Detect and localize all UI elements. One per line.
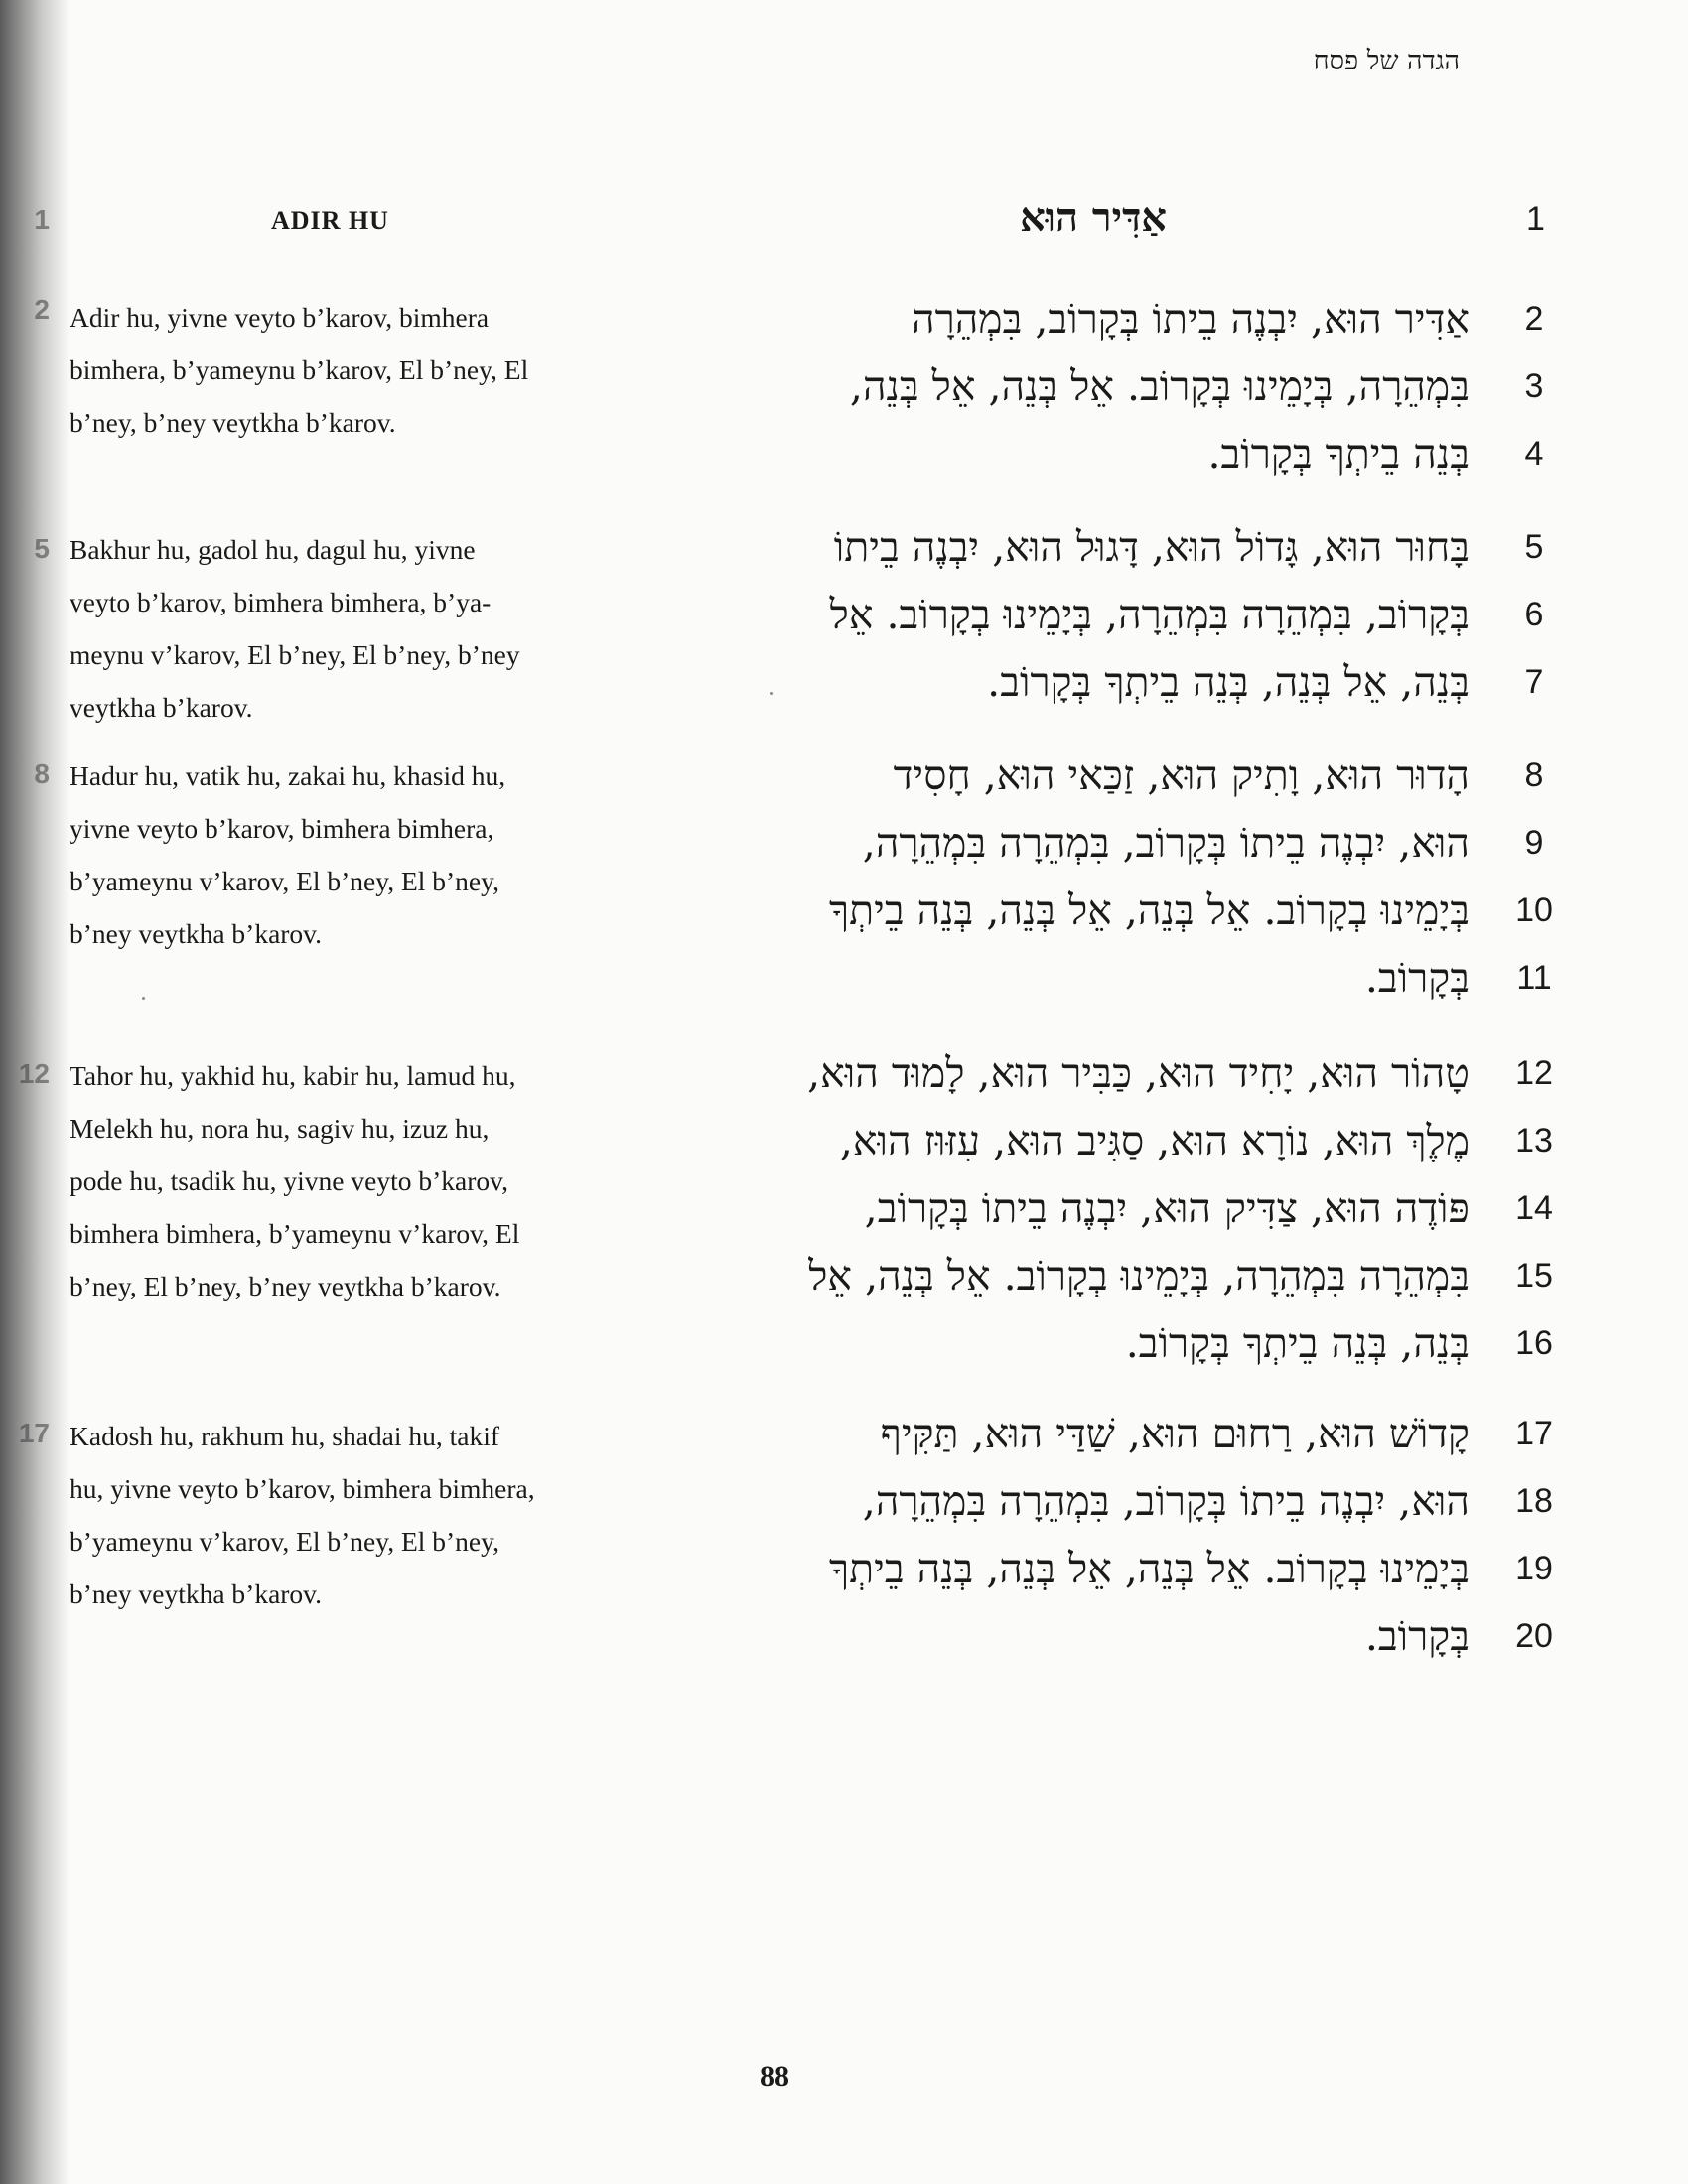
translit-line: Bakhur hu, gadol hu, dagul hu, yivne [70, 534, 476, 565]
line-number: 3 [1524, 367, 1544, 405]
transliteration-stanza [70, 750, 635, 960]
translit-line: Adir hu, yivne veyto b’karov, bimhera [70, 302, 490, 333]
translit-line: Kadosh hu, rakhum hu, shadai hu, takif [70, 1421, 500, 1451]
line-number-column [1499, 742, 1569, 1012]
margin-mark: 5 [34, 533, 50, 564]
hebrew-stanza [675, 1039, 1470, 1377]
hebrew-line: בָּחוּר הוּא, גָּדוֹל הוּא, דָּגוּל הוּא, יִבְנֶה בֵיתוֹ [833, 523, 1470, 571]
translit-line: b’ney, El b’ney, b’ney veytkha b’karov. [70, 1271, 501, 1301]
line-number: 4 [1524, 435, 1544, 473]
hebrew-line: הוּא, יִבְנֶה בֵיתוֹ בְּקָרוֹב, בִּמְהֵרָה בִּמְהֵרָה, [862, 819, 1470, 867]
margin-mark: 2 [34, 294, 50, 325]
hebrew-line: בִּמְהֵרָה, בְּיָמֵינוּ בְּקָרוֹב. אֵל בְּנֵה, אֵל בְּנֵה, [849, 362, 1470, 410]
line-number: 2 [1524, 300, 1544, 338]
line-number: 16 [1515, 1324, 1553, 1362]
line-number: 18 [1515, 1482, 1553, 1520]
line-number: 10 [1515, 891, 1553, 929]
english-title: ADIR HU [271, 206, 389, 235]
translit-line: yivne veyto b’karov, bimhera bimhera, [70, 813, 494, 844]
hebrew-line: בְּיָמֵינוּ בְקָרוֹב. אֵל בְּנֵה, אֵל בְּנֵה, בְּנֵה בֵיתְךָ [828, 1545, 1470, 1592]
transliteration-stanza [70, 1049, 635, 1312]
line-number-column [1499, 285, 1569, 487]
translit-line: hu, yivne veyto b’karov, bimhera bimhera, [70, 1473, 535, 1504]
hebrew-stanza [675, 513, 1470, 716]
hebrew-line: הָדוּר הוּא, וָתִיק הוּא, זַכַּאי הוּא, חָסִיד [893, 751, 1470, 799]
transliteration-stanza [70, 523, 635, 734]
hebrew-title: אַדִּיר הוּא [1020, 195, 1167, 241]
margin-mark: 17 [18, 1418, 50, 1448]
line-number: 14 [1515, 1189, 1553, 1227]
hebrew-stanza [675, 285, 1470, 487]
hebrew-line: בְּנֵה, אֵל בְּנֵה, בְּנֵה בֵיתְךָ בְּקָרוֹב. [987, 658, 1470, 706]
translit-line: veytkha b’karov. [70, 692, 253, 723]
line-number: 13 [1515, 1122, 1553, 1160]
line-number-column [1499, 1400, 1569, 1670]
line-number: 9 [1524, 824, 1544, 862]
hebrew-line: בְּקָרוֹב. [1364, 954, 1470, 1002]
translit-line: meynu v’karov, El b’ney, El b’ney, b’ney [70, 639, 520, 670]
line-number: 6 [1524, 596, 1544, 633]
translit-line: Hadur hu, vatik hu, zakai hu, khasid hu, [70, 760, 506, 791]
translit-line: bimhera bimhera, b’yameynu v’karov, El [70, 1218, 520, 1249]
hebrew-line: מֶלֶךְ הוּא, נוֹרָא הוּא, סַגִּיב הוּא, עִזּוּז הוּא, [839, 1117, 1470, 1164]
book-spine-shadow [0, 0, 70, 2184]
hebrew-line: בְּקָרוֹב. [1364, 1612, 1470, 1660]
hebrew-line: אַדִּיר הוּא, יִבְנֶה בֵיתוֹ בְּקָרוֹב, בִּמְהֵרָה [911, 295, 1470, 342]
hebrew-stanza [675, 742, 1470, 1012]
hebrew-line: בְּנֵה בֵיתְךָ בְּקָרוֹב. [1207, 430, 1470, 478]
line-number: 7 [1524, 663, 1544, 701]
translit-line: b’ney veytkha b’karov. [70, 918, 323, 949]
line-number: 1 [1526, 201, 1545, 238]
line-number-column [1499, 1039, 1569, 1377]
line-number: 15 [1515, 1257, 1553, 1295]
hebrew-line: קָדוֹשׁ הוּא, רַחוּם הוּא, שַׁדַּי הוּא, תַּקִּיף [880, 1410, 1470, 1457]
translit-line: b’ney veytkha b’karov. [70, 1578, 323, 1609]
line-number: 5 [1524, 528, 1544, 566]
line-number: 11 [1516, 959, 1552, 997]
line-number: 20 [1515, 1617, 1553, 1655]
margin-mark: 12 [18, 1058, 50, 1089]
transliteration-stanza [70, 1410, 635, 1620]
margin-mark: 1 [34, 205, 50, 235]
line-number: 19 [1515, 1550, 1553, 1587]
line-number: 12 [1515, 1054, 1553, 1092]
hebrew-line: בְּיָמֵינוּ בְקָרוֹב. אֵל בְּנֵה, אֵל בְּנֵה, בְּנֵה בֵיתְךָ [828, 887, 1470, 934]
hebrew-line: בְּקָרוֹב, בִּמְהֵרָה בִּמְהֵרָה, בְּיָמֵינוּ בְקָרוֹב. אֵל [829, 591, 1470, 638]
hebrew-line: בְּנֵה, בְּנֵה בֵיתְךָ בְּקָרוֹב. [1125, 1319, 1470, 1367]
paper-speck [770, 692, 773, 695]
hebrew-line: בִּמְהֵרָה בִּמְהֵרָה, בְּיָמֵינוּ בְקָרוֹב. אֵל בְּנֵה, אֵל [808, 1252, 1470, 1299]
margin-mark: 8 [34, 758, 50, 789]
translit-line: b’ney, b’ney veytkha b’karov. [70, 407, 396, 438]
translit-line: bimhera, b’yameynu b’karov, El b’ney, El [70, 354, 529, 385]
hebrew-stanza [675, 1400, 1470, 1670]
translit-line: b’yameynu v’karov, El b’ney, El b’ney, [70, 866, 499, 896]
line-number-column [1499, 513, 1569, 716]
translit-line: veyto b’karov, bimhera bimhera, b’ya- [70, 587, 492, 617]
line-number: 8 [1524, 756, 1544, 794]
translit-line: pode hu, tsadik hu, yivne veyto b’karov, [70, 1165, 508, 1196]
line-number: 17 [1515, 1415, 1553, 1452]
running-header: הגדה של פסח [1313, 46, 1460, 76]
hebrew-line: טָהוֹר הוּא, יָחִיד הוּא, כַּבִּיר הוּא, לָמוּד הוּא, [807, 1049, 1470, 1097]
transliteration-stanza [70, 291, 635, 449]
paper-speck [142, 997, 145, 1000]
hebrew-line: הוּא, יִבְנֶה בֵיתוֹ בְּקָרוֹב, בִּמְהֵרָה בִּמְהֵרָה, [862, 1477, 1470, 1525]
page-number: 88 [760, 2060, 789, 2093]
translit-line: b’yameynu v’karov, El b’ney, El b’ney, [70, 1526, 499, 1557]
hebrew-line: פּוֹדֶה הוּא, צַדִּיק הוּא, יִבְנֶה בֵיתוֹ בְּקָרוֹב, [864, 1184, 1470, 1232]
translit-line: Tahor hu, yakhid hu, kabir hu, lamud hu, [70, 1060, 516, 1091]
translit-line: Melekh hu, nora hu, sagiv hu, izuz hu, [70, 1113, 490, 1144]
